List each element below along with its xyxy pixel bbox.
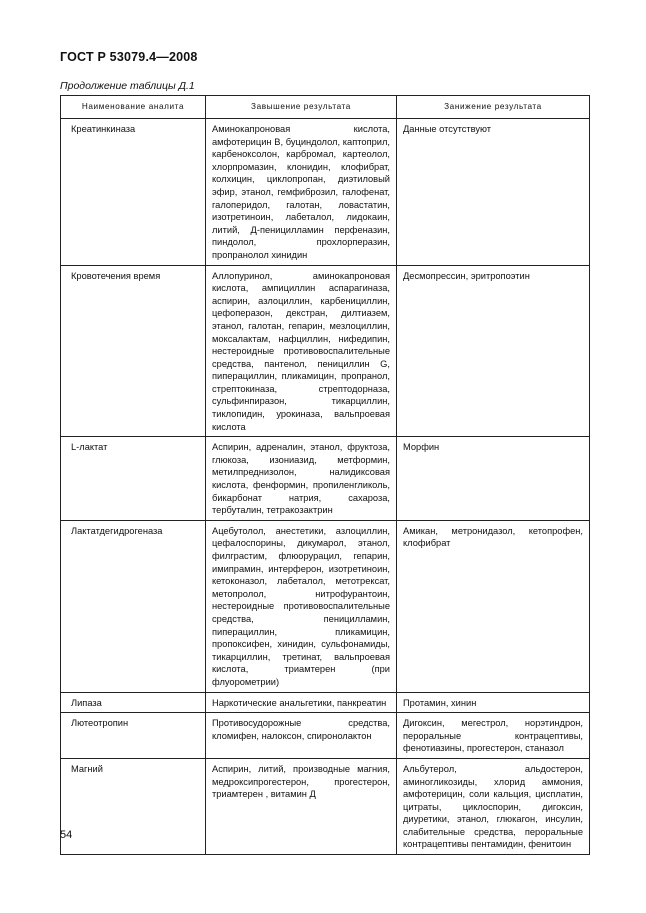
table-caption: Продолжение таблицы Д.1 (60, 80, 195, 92)
increase-cell: Аллопуринол, аминокапроновая кислота, ампициллин аспарагиназа, аспирин, азлоциллин, карбенициллин, цефоперазон, декстран, дилтиазем, этанол, галотан, гепарин, мезлоциллин, моксалактам, нафциллин, нифедипин, нестероидные противовоспалительные средства, пантенол, пенициллин G, пиперациллин, пликамицин, пропранол, стрептокиназа, стрептодорназа, сульфинпиразон, тикарциллин, тиклопидин, урокиназа, вальпроевая кислота (206, 265, 397, 437)
table-row (61, 692, 590, 713)
analyte-name: Креатинкиназа (61, 119, 206, 266)
document-header: ГОСТ Р 53079.4—2008 (60, 50, 198, 64)
increase-cell: Ацебутолол, анестетики, азлоциллин, цефалоспорины, дикумарол, этанол, филграстим, флюорурацил, гепарин, имипрамин, интерферон, изотретиноин, кетоконазол, лабеталол, метотрексат, метопролол, нитрофурантоин, нестероидные противовоспалительные средства, пеницилламин, пиперациллин, пликамицин, пропоксифен, хинидин, сульфонамиды, тикарциллин, третинат, вальпроевая кислота, триамтерен (при флуорометрии) (206, 520, 397, 692)
decrease-cell: Морфин (397, 437, 590, 521)
increase-cell: Аспирин, адреналин, этанол, фруктоза, глюкоза, изониазид, метформин, метилпреднизолон, налидиксовая кислота, фенформин, пропиленгликоль, бикарбонат натрия, сахароза, тербуталин, тетракозактрин (206, 437, 397, 521)
decrease-cell: Дигоксин, мегестрол, норэтиндрон, пероральные контрацептивы, фенотиазины, прогестерон, станазол (397, 713, 590, 759)
table-row (61, 520, 590, 692)
analyte-name: L-лактат (61, 437, 206, 521)
column-header-analyte: Наименование аналита (61, 96, 206, 119)
decrease-cell: Десмопрессин, эритропоэтин (397, 265, 590, 437)
increase-cell: Аминокапроновая кислота, амфотерицин В, буциндолол, каптоприл, карбеноксолон, карбромал, картеолол, хлорпромазин, клонидин, клофибрат, колхицин, циклопропан, диэтиловый эфир, этанол, гемфиброзил, галофенат, галоперидол, галотан, ловастатин, изотретиноин, лабеталол, лидокаин, литий, Д-пеницилламин перфеназин, пиндолол, прохлорперазин, пропранолол хинидин (206, 119, 397, 266)
analyte-table (60, 95, 590, 855)
decrease-cell: Амикан, метронидазол, кетопрофен, клофибрат (397, 520, 590, 692)
increase-cell: Аспирин, литий, производные магния, медроксипрогестерон, прогестерон, триамтерен , витамин Д (206, 758, 397, 854)
increase-cell: Противосудорожные средства, кломифен, налоксон, спиронолактон (206, 713, 397, 759)
table-row (61, 713, 590, 759)
increase-cell: Наркотические анальгетики, панкреатин (206, 692, 397, 713)
analyte-name: Кровотечения время (61, 265, 206, 437)
table-row (61, 265, 590, 437)
table-row (61, 119, 590, 266)
analyte-name: Лактатдегидрогеназа (61, 520, 206, 692)
analyte-name: Лютеотропин (61, 713, 206, 759)
table-row (61, 758, 590, 854)
decrease-cell: Данные отсутствуют (397, 119, 590, 266)
analyte-name: Магний (61, 758, 206, 854)
table-row (61, 437, 590, 521)
table-header-row (61, 96, 590, 119)
page-number: 54 (60, 829, 73, 841)
column-header-increase: Завышение результата (206, 96, 397, 119)
decrease-cell: Протамин, хинин (397, 692, 590, 713)
decrease-cell: Альбутерол, альдостерон, аминогликозиды, хлорид аммония, амфотерицин, соли кальция, цисплатин, цитраты, циклоспорин, дигоксин, диуретики, этанол, глюкагон, инсулин, слабительные средства, пероральные контрацептивы пентамидин, фенитоин (397, 758, 590, 854)
column-header-decrease: Занижение результата (397, 96, 590, 119)
analyte-name: Липаза (61, 692, 206, 713)
